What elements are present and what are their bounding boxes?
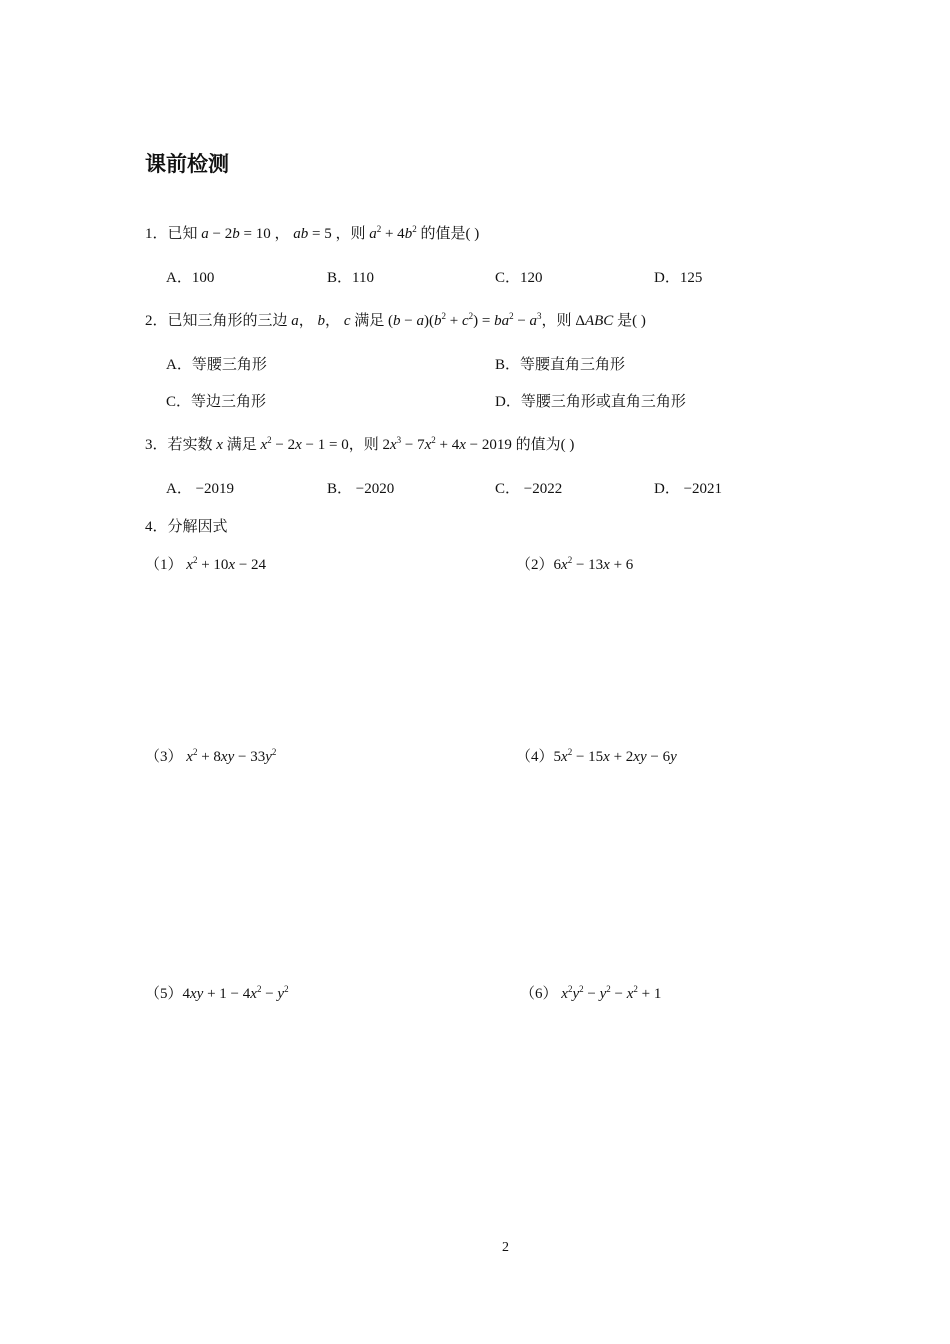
q3-option-c: C． −2022 (495, 481, 563, 497)
q1-option-a: A．100 (166, 270, 215, 286)
q1-option-d: D．125 (654, 270, 703, 286)
q3-option-d: D． −2021 (654, 481, 723, 497)
question-4-heading: 4．分解因式 (145, 519, 228, 535)
question-3: 3．若实数 x 满足 $x^2 - 2x - 1 = 0$，则 $2x^3 - 7x^2 + 4x - 2019$ 的值为( ) (145, 435, 575, 453)
answer-blank: ( ) (560, 437, 575, 453)
q3-option-a: A． −2019 (166, 481, 235, 497)
page-number: 2 (502, 1240, 509, 1255)
q2-option-d: D．等腰三角形或直角三角形 (495, 394, 686, 410)
question-number: 2． (145, 313, 168, 329)
q4-part-4: $(4)5x^2 - 15x + 2xy - 6y$ (516, 747, 677, 765)
question-number: 3． (145, 437, 168, 453)
section-title: 课前检测 (145, 152, 229, 176)
answer-blank: ( ) (632, 313, 646, 329)
q3-option-b: B． −2020 (327, 481, 395, 497)
q4-part-5: $(5)4xy + 1 - 4x^2 - y^2$ (145, 984, 289, 1002)
q2-option-b: B．等腰直角三角形 (495, 357, 626, 373)
q2-option-a: A．等腰三角形 (166, 357, 267, 373)
q2-option-c: C．等边三角形 (166, 394, 267, 410)
question-2: 2．已知三角形的三边 a， b， c 满足 $(b - a)(b^2 + c^2) = ba^2 - a^3$，则 ΔABC 是( ) (145, 311, 646, 329)
question-1: 1．已知 a − 2b = 10 ， ab = 5 ，则 $a^2 + 4b^2$ 的值是( ) (145, 224, 480, 242)
q4-part-1: （1） $x^2 + 10x - 24$ (145, 555, 267, 573)
q1-option-c: C．120 (495, 270, 543, 286)
answer-blank: ( ) (465, 226, 480, 242)
q4-part-2: $(2)6x^2 - 13x + 6$ (516, 555, 634, 573)
q4-part-6: （6） $x^2y^2 - y^2 - x^2 + 1$ (520, 984, 662, 1002)
q1-option-b: B．110 (327, 270, 374, 286)
question-number: 1． (145, 226, 168, 242)
q4-part-3: （3） $x^2 + 8xy - 33y^2$ (145, 747, 277, 765)
